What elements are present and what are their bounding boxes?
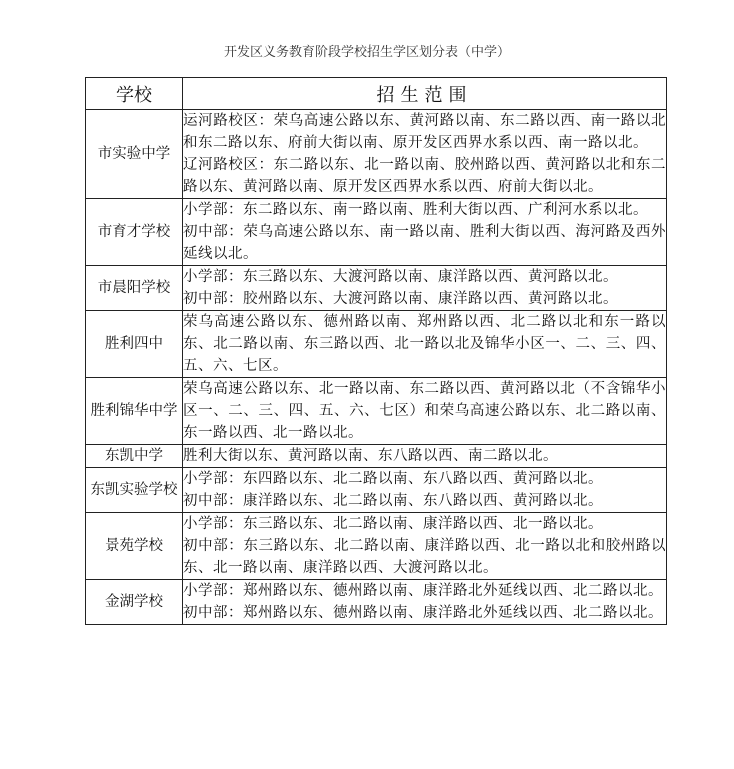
enrollment-range-cell xyxy=(183,513,667,580)
range-paragraph: 辽河路校区：东二路以东、北一路以南、胶州路以西、黄河路以北和东二路以东、黄河路以南、原开发区西界水系以西、府前大街以北。 xyxy=(183,157,666,195)
range-paragraph: 初中部：东三路以东、北二路以南、康洋路以西、北一路以北和胶州路以东、北一路以南、康洋路以西、大渡河路以北。 xyxy=(183,538,666,576)
document-title: 开发区义务教育阶段学校招生学区划分表（中学） xyxy=(223,45,510,60)
range-paragraph: 初中部：胶州路以东、大渡河路以南、康洋路以西、黄河路以北。 xyxy=(183,291,618,307)
table-row xyxy=(86,199,667,266)
table-header-row xyxy=(86,78,667,110)
enrollment-range-cell xyxy=(183,266,667,311)
enrollment-range-cell xyxy=(183,110,667,199)
table-row xyxy=(86,445,667,468)
range-paragraph: 荣乌高速公路以东、德州路以南、郑州路以西、北二路以北和东一路以东、北二路以南、东三路以西、北一路以北及锦华小区一、二、三、四、五、六、七区。 xyxy=(183,314,666,374)
range-paragraph: 小学部：东三路以东、大渡河路以南、康洋路以西、黄河路以北。 xyxy=(183,269,618,285)
enrollment-range-cell xyxy=(183,445,667,468)
school-name-cell: 景苑学校 xyxy=(86,513,183,580)
school-name-cell: 金湖学校 xyxy=(86,580,183,625)
table-row xyxy=(86,468,667,513)
table-row xyxy=(86,580,667,625)
table-row xyxy=(86,513,667,580)
enrollment-range-cell xyxy=(183,580,667,625)
range-paragraph: 初中部：郑州路以东、德州路以南、康洋路北外延线以西、北二路以北。 xyxy=(183,605,663,621)
range-paragraph: 荣乌高速公路以东、北一路以南、东二路以西、黄河路以北（不含锦华小区一、二、三、四、五、六、七区）和荣乌高速公路以东、北二路以南、东一路以西、北一路以北。 xyxy=(183,381,666,441)
school-name-cell: 市实验中学 xyxy=(86,110,183,199)
enrollment-range-cell xyxy=(183,378,667,445)
school-name-cell: 东凯实验学校 xyxy=(86,468,183,513)
table-row xyxy=(86,110,667,199)
enrollment-range-cell xyxy=(183,468,667,513)
range-paragraph: 胜利大街以东、黄河路以南、东八路以西、南二路以北。 xyxy=(183,448,558,464)
school-district-table xyxy=(85,77,667,625)
range-paragraph: 小学部：郑州路以东、德州路以南、康洋路北外延线以西、北二路以北。 xyxy=(183,583,663,599)
table-row xyxy=(86,311,667,378)
header-range: 招生范围 xyxy=(183,78,667,110)
school-name-cell: 市育才学校 xyxy=(86,199,183,266)
range-paragraph: 初中部：康洋路以东、北二路以南、东八路以西、黄河路以北。 xyxy=(183,493,603,509)
school-name-cell: 胜利锦华中学 xyxy=(86,378,183,445)
header-school: 学校 xyxy=(86,78,183,110)
range-paragraph: 小学部：东四路以东、北二路以南、东八路以西、黄河路以北。 xyxy=(183,471,603,487)
table-row xyxy=(86,266,667,311)
table-row xyxy=(86,378,667,445)
range-paragraph: 小学部：东二路以东、南一路以南、胜利大街以西、广利河水系以北。 xyxy=(183,202,648,218)
range-paragraph: 小学部：东三路以东、北二路以南、康洋路以西、北一路以北。 xyxy=(183,516,603,532)
school-name-cell: 市晨阳学校 xyxy=(86,266,183,311)
enrollment-range-cell xyxy=(183,311,667,378)
school-name-cell: 东凯中学 xyxy=(86,445,183,468)
school-name-cell: 胜利四中 xyxy=(86,311,183,378)
enrollment-range-cell xyxy=(183,199,667,266)
range-paragraph: 初中部：荣乌高速公路以东、南一路以南、胜利大街以西、海河路及西外延线以北。 xyxy=(183,224,666,262)
range-paragraph: 运河路校区：荣乌高速公路以东、黄河路以南、东二路以西、南一路以北和东二路以东、府前大街以南、原开发区西界水系以西、南一路以北。 xyxy=(183,113,666,151)
